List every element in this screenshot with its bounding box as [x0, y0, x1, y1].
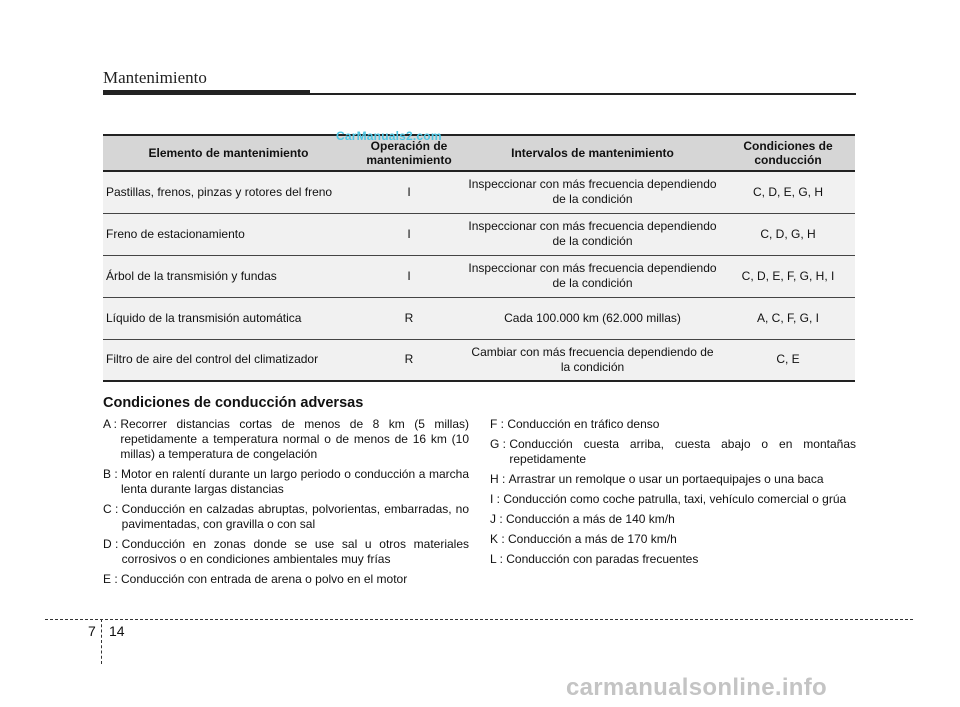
- condition-code: J :: [490, 512, 507, 526]
- cell-operation: I: [354, 213, 464, 255]
- column-header-conditions: Condiciones de conducción: [721, 135, 855, 171]
- condition-text: Conducción como coche patrulla, taxi, vehículo comercial o grúa: [503, 492, 847, 506]
- cell-conditions: A, C, F, G, I: [721, 297, 855, 339]
- condition-text: Conducción en tráfico denso: [507, 417, 660, 431]
- table-row: [103, 255, 855, 297]
- conditions-list-left: [103, 417, 469, 592]
- list-item: [103, 572, 469, 587]
- list-item: [490, 512, 856, 527]
- cell-item: Freno de estacionamiento: [103, 213, 354, 255]
- page-header-title: Mantenimiento: [103, 68, 207, 87]
- condition-text: Recorrer distancias cortas de menos de 8 km (5 millas) repetidamente a temperatura normal o de menos de 16 km (10 millas) a temperatura de congelación: [120, 417, 469, 461]
- header-rule-thick: [103, 90, 310, 95]
- cell-interval: Inspeccionar con más frecuencia dependiendo de la condición: [464, 171, 721, 213]
- condition-code: K :: [490, 532, 509, 546]
- watermark-link[interactable]: CarManuals2.com: [336, 129, 442, 143]
- header-rule-thin: [310, 93, 856, 95]
- cell-item: Líquido de la transmisión automática: [103, 297, 354, 339]
- table-row: [103, 339, 855, 381]
- cell-interval: Cambiar con más frecuencia dependiendo de la condición: [464, 339, 721, 381]
- cell-operation: I: [354, 255, 464, 297]
- condition-code: F :: [490, 417, 508, 431]
- condition-code: H :: [490, 472, 509, 486]
- cell-item: Filtro de aire del control del climatizador: [103, 339, 354, 381]
- cell-conditions: C, D, E, F, G, H, I: [721, 255, 855, 297]
- condition-text: Conducción con entrada de arena o polvo en el motor: [121, 572, 408, 586]
- page-number: 14: [109, 623, 125, 639]
- cell-operation: R: [354, 297, 464, 339]
- condition-code: B :: [103, 467, 122, 481]
- conditions-list-right: [490, 417, 856, 572]
- condition-code: A :: [103, 417, 121, 431]
- condition-text: Conducción a más de 140 km/h: [506, 512, 675, 526]
- cell-interval: Inspeccionar con más frecuencia dependiendo de la condición: [464, 213, 721, 255]
- cell-operation: I: [354, 171, 464, 213]
- condition-code: E :: [103, 572, 122, 586]
- condition-code: L :: [490, 552, 507, 566]
- list-item: [103, 502, 469, 532]
- list-item: [490, 417, 856, 432]
- footer-vertical-rule: [101, 619, 102, 664]
- list-item: [490, 492, 856, 507]
- maintenance-table: [103, 134, 855, 382]
- list-item: [103, 417, 469, 462]
- column-header-interval: Intervalos de mantenimiento: [464, 135, 721, 171]
- cell-conditions: C, D, E, G, H: [721, 171, 855, 213]
- table-row: [103, 213, 855, 255]
- condition-text: Conducción en zonas donde se use sal u otros materiales corrosivos o en condiciones ambientales muy frías: [121, 537, 469, 566]
- condition-code: I :: [490, 492, 504, 506]
- cell-conditions: C, D, G, H: [721, 213, 855, 255]
- chapter-number: 7: [88, 623, 96, 639]
- condition-text: Conducción a más de 170 km/h: [508, 532, 677, 546]
- footer-dashed-rule: [45, 619, 913, 620]
- list-item: [103, 537, 469, 567]
- cell-conditions: C, E: [721, 339, 855, 381]
- footer-watermark-link[interactable]: carmanualsonline.info: [566, 674, 828, 701]
- condition-code: C :: [103, 502, 122, 516]
- column-header-item: Elemento de mantenimiento: [103, 135, 354, 171]
- condition-text: Conducción en calzadas abruptas, polvorientas, embarradas, no pavimentadas, con gravilla o con sal: [121, 502, 469, 531]
- table-row: [103, 297, 855, 339]
- cell-operation: R: [354, 339, 464, 381]
- list-item: [490, 532, 856, 547]
- section-title: Condiciones de conducción adversas: [103, 395, 364, 411]
- cell-item: Árbol de la transmisión y fundas: [103, 255, 354, 297]
- list-item: [490, 472, 856, 487]
- condition-code: G :: [490, 437, 510, 451]
- table-row: [103, 171, 855, 213]
- condition-text: Arrastrar un remolque o usar un portaequipajes o una baca: [508, 472, 824, 486]
- condition-text: Conducción cuesta arriba, cuesta abajo o en montañas repetidamente: [509, 437, 856, 466]
- condition-code: D :: [103, 537, 122, 551]
- column-header-operation: Operación de mantenimiento: [354, 135, 464, 171]
- list-item: [490, 437, 856, 467]
- condition-text: Conducción con paradas frecuentes: [506, 552, 699, 566]
- list-item: [490, 552, 856, 567]
- list-item: [103, 467, 469, 497]
- table-header-row: [103, 135, 855, 171]
- condition-text: Motor en ralentí durante un largo periodo o conducción a marcha lenta durante largas distancias: [121, 467, 469, 496]
- cell-interval: Inspeccionar con más frecuencia dependiendo de la condición: [464, 255, 721, 297]
- cell-item: Pastillas, frenos, pinzas y rotores del freno: [103, 171, 354, 213]
- cell-interval: Cada 100.000 km (62.000 millas): [464, 297, 721, 339]
